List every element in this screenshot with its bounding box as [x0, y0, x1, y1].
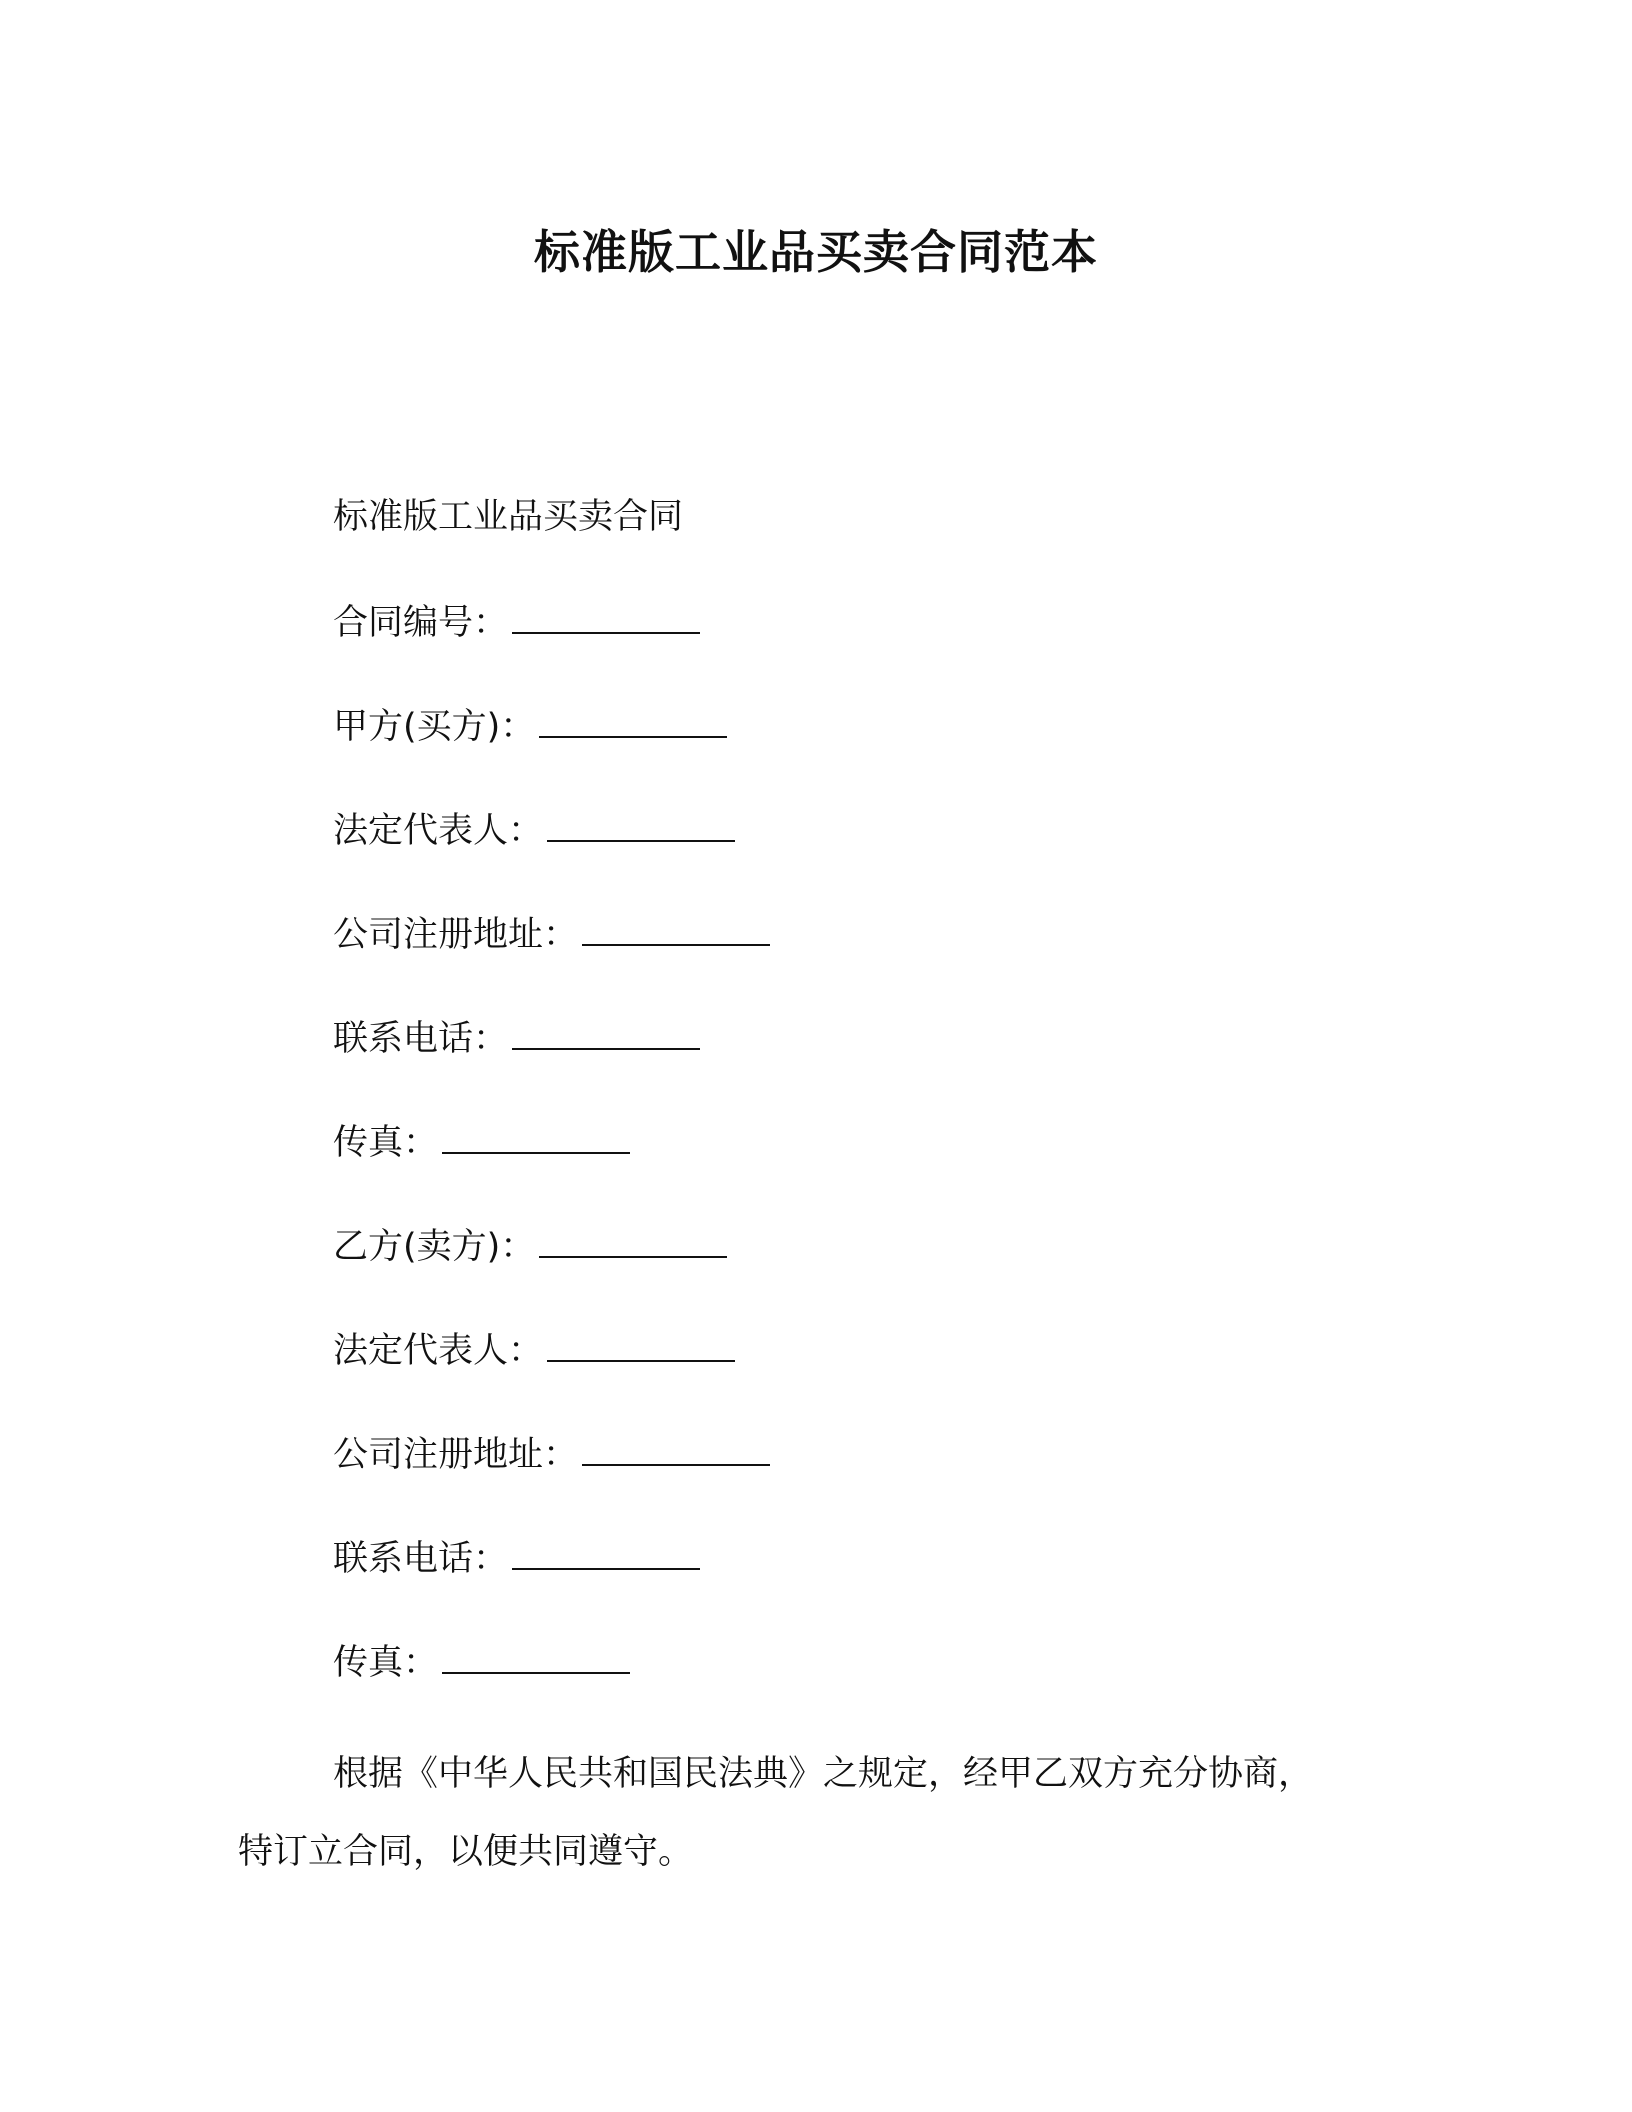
blank-line: [582, 908, 770, 946]
field-label: 乙方(卖方)：: [333, 1227, 536, 1267]
field-label: 联系电话：: [333, 1539, 509, 1579]
field-contract-number: [333, 596, 1433, 646]
blank-line: [547, 1324, 735, 1362]
field-label: 甲方(买方)：: [333, 707, 536, 747]
blank-line: [539, 1220, 727, 1258]
field-label: 法定代表人：: [333, 811, 544, 851]
field-label: 法定代表人：: [333, 1331, 544, 1371]
field-label: 公司注册地址：: [333, 1435, 579, 1475]
field-party-a: [333, 700, 1433, 750]
document-title: 标准版工业品买卖合同范本: [534, 225, 1098, 279]
contract-fields: [333, 492, 1433, 1740]
field-label: 传真：: [333, 1643, 439, 1683]
blank-line: [547, 804, 735, 842]
field-party-b-legal-rep: [333, 1324, 1433, 1374]
field-party-b: [333, 1220, 1433, 1270]
field-party-b-phone: [333, 1532, 1433, 1582]
field-party-a-fax: [333, 1116, 1433, 1166]
field-party-a-phone: [333, 1012, 1433, 1062]
preamble-line-1: 根据《中华人民共和国民法典》之规定，经甲乙双方充分协商，: [333, 1754, 1314, 1794]
field-label: 合同编号：: [333, 603, 509, 643]
field-party-b-fax: [333, 1636, 1433, 1686]
blank-line: [512, 596, 700, 634]
blank-line: [442, 1636, 630, 1674]
blank-line: [512, 1532, 700, 1570]
contract-subtitle: 标准版工业品买卖合同: [333, 497, 684, 537]
blank-line: [582, 1428, 770, 1466]
preamble-line-2: 特订立合同，以便共同遵守。: [238, 1832, 694, 1872]
preamble-paragraph: [238, 1735, 1388, 1891]
blank-line: [539, 700, 727, 738]
field-label: 公司注册地址：: [333, 915, 579, 955]
field-label: 联系电话：: [333, 1019, 509, 1059]
field-party-a-legal-rep: [333, 804, 1433, 854]
field-label: 传真：: [333, 1123, 439, 1163]
blank-line: [442, 1116, 630, 1154]
field-party-b-address: [333, 1428, 1433, 1478]
field-party-a-address: [333, 908, 1433, 958]
blank-line: [512, 1012, 700, 1050]
